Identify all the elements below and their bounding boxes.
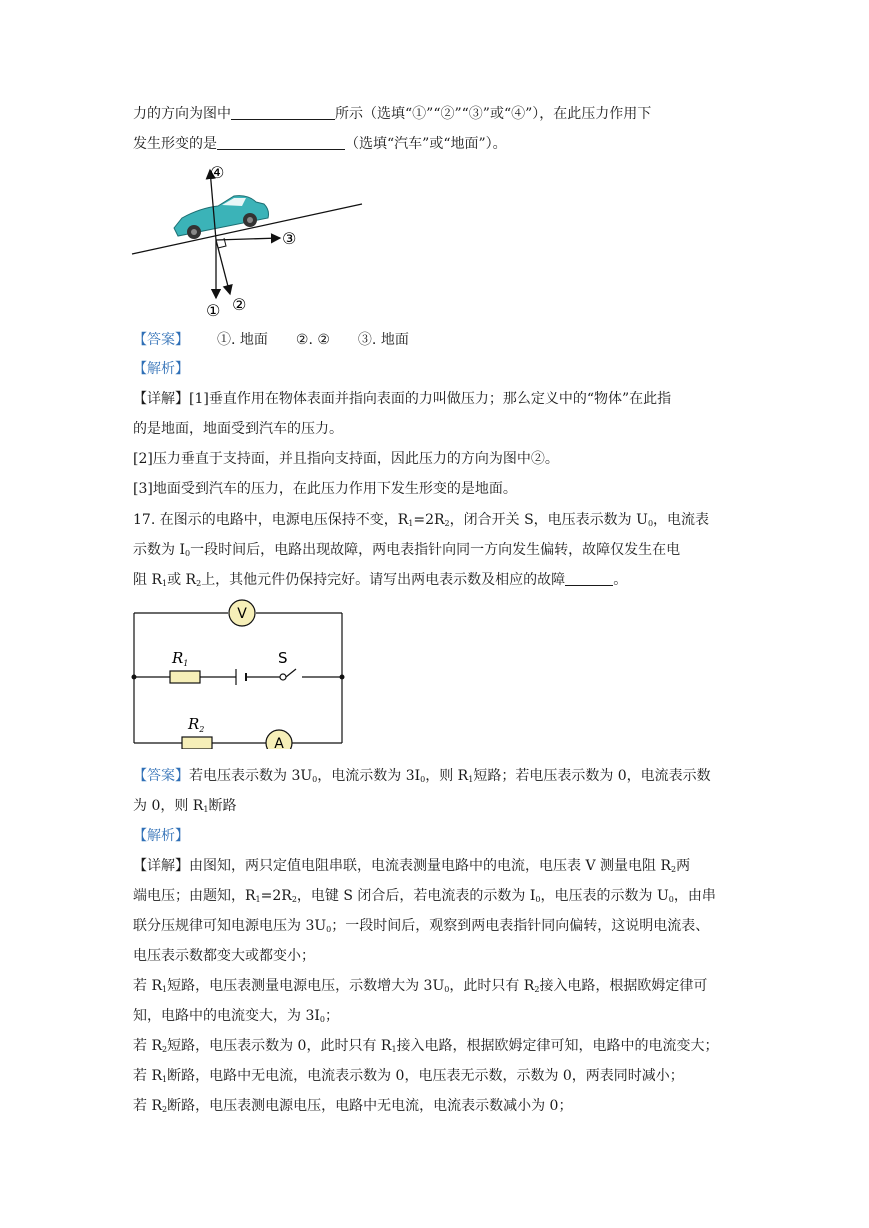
answer-tag: 【答案】 [133,332,189,348]
q17-analysis-tag: 【解析】 [133,828,189,844]
r1-label: $R_1$ [172,649,189,668]
car-icon [174,196,269,239]
circuit-diagram [130,597,350,749]
q17-detail-9: 若 $R_2$断路，电压表测电源电压，电路中无电流，电流表示数减小为 0； [133,1098,573,1114]
r2-label: $R_2$ [188,715,205,734]
q16-text-line1: 力的方向为图中 所示（选填“①”“②”“③”或“④”），在此压力作用下 [133,106,652,122]
q17-detail-1: 【详解】由图知，两只定值电阻串联，电流表测量电路中的电流，电压表 V 测量电阻 $R_2$两 [133,858,691,874]
answer-blank [217,135,345,150]
resistor-r2 [182,737,212,749]
switch-icon [280,674,286,680]
q16-analysis-tag: 【解析】 [133,361,189,377]
svg-text:V: V [237,606,247,622]
q16-text-line2: 发生形变的是 （选填“汽车”或“地面”）。 [133,136,507,152]
q17-detail-7: 若 $R_2$短路，电压表示数为 0，此时只有 $R_1$接入电路，根据欧姆定律可知，电路中的电流变大； [133,1038,719,1054]
q17-text-1: 17. 在图示的电路中，电源电压保持不变，$R_1=2R_2$，闭合开关 S，电压表示数为 $U_0$，电流表 [133,512,710,528]
car-force-diagram [130,160,370,320]
label-2: ② [232,295,247,314]
answer-blank [231,105,335,120]
q17-detail-3: 联分压规律可知电源电压为 $3U_0$；一段时间后，观察到两电表指针同向偏转，这说明电流表、 [133,918,710,934]
label-3: ③ [282,229,297,248]
arrow-3 [216,238,280,240]
answer-blank [565,571,613,586]
q17-text-3: 阻 $R_1$或 $R_2$上，其他元件仍保持完好。请写出两电表示数及相应的故障 。 [133,572,628,588]
q17-detail-2: 端电压；由题知，$R_1=2R_2$，电键 S 闭合后，若电流表的示数为 $I_0$，电压表的示数为 $U_0$，由串 [133,888,716,904]
label-1: ① [206,301,221,320]
q17-text-2: 示数为 $I_0$一段时间后，电路出现故障，两电表指针向同一方向发生偏转，故障仅发生在电 [133,542,681,558]
q16-detail-1: 【详解】[1]垂直作用在物体表面并指向表面的力叫做压力；那么定义中的“物体”在此指 [133,391,672,407]
q17-detail-8: 若 $R_1$断路，电路中无电流，电流表示数为 0，电压表无示数，示数为 0，两表同时减小； [133,1068,684,1084]
switch-label: S [278,649,288,667]
q17-detail-6: 知，电路中的电流变大，为 $3I_0$； [133,1008,339,1024]
q16-detail-3: [2]压力垂直于支持面，并且指向支持面，因此压力的方向为图中②。 [133,451,559,467]
q16-detail-4: [3]地面受到汽车的压力，在此压力作用下发生形变的是地面。 [133,481,517,497]
q16-detail-2: 的是地面，地面受到汽车的压力。 [133,421,343,437]
svg-text:A: A [274,736,284,749]
label-4: ④ [210,163,225,182]
q17-answer-2: 为 0，则 $R_1$断路 [133,798,237,814]
resistor-r1 [170,671,200,683]
q17-detail-4: 电压表示数都变大或都变小； [133,948,315,964]
q17-detail-5: 若 $R_1$短路，电压表测量电源电压，示数增大为 $3U_0$，此时只有 $R_2$接入电路，根据欧姆定律可 [133,978,708,994]
q17-answer-1: 【答案】若电压表示数为 $3U_0$，电流示数为 $3I_0$，则 $R_1$短路；若电压表示数为 0，电流表示数 [133,768,711,784]
q16-answer: 【答案】 ①. 地面 ②. ② ③. 地面 [133,332,409,348]
